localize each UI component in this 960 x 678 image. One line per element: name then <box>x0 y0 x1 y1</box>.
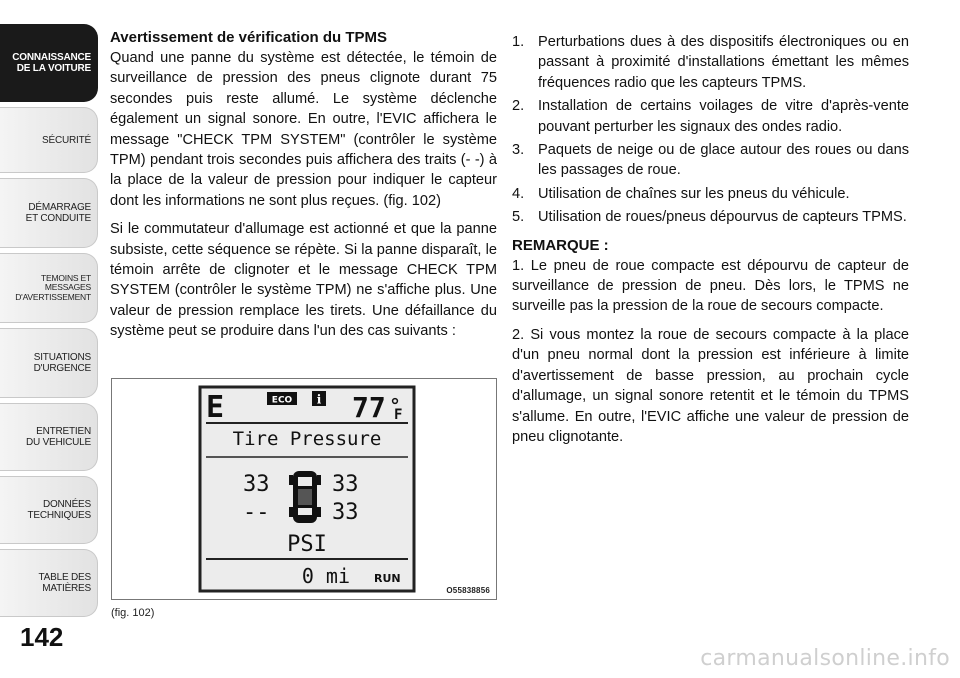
causes-list <box>512 32 909 228</box>
lcd-title: Tire Pressure <box>232 428 382 450</box>
list-item: 5. Utilisation de roues/pneus dépourvus de capteurs TPMS. <box>512 209 907 226</box>
list-item: 1. Perturbations dues à des dispositifs électroniques ou en passant à proximité d'installations émettant les mêmes fréquences radio que les capteurs TPMS. <box>512 34 909 91</box>
tab-securite[interactable]: SÉCURITÉ <box>0 107 98 173</box>
tab-entretien-vehicule[interactable]: ENTRETIEN DU VEHICULE <box>0 403 98 471</box>
list-item: 3. Paquets de neige ou de glace autour des roues ou dans les passages de roue. <box>512 142 909 179</box>
temperature-unit: F <box>394 407 403 423</box>
tab-donnees-techniques[interactable]: DONNÉES TECHNIQUES <box>0 476 98 544</box>
figure-evic-display <box>111 378 497 600</box>
tab-connaissance-voiture[interactable]: CONNAISSANCE DE LA VOITURE <box>0 24 98 102</box>
chapter-tabs <box>0 0 98 678</box>
car-top-view-icon <box>289 471 321 523</box>
tab-table-matieres[interactable]: TABLE DES MATIÈRES <box>0 549 98 617</box>
evic-screen <box>112 379 498 601</box>
pressure-front-right: 33 <box>332 472 359 497</box>
tab-situations-urgence[interactable]: SITUATIONS D'URGENCE <box>0 328 98 398</box>
left-column <box>110 28 497 342</box>
paragraph-repeat-sequence: Si le commutateur d'allumage est actionné et que la panne subsiste, cette séquence se répète. Si la panne disparaît, le témoin arrête de clignoter et le message CHECK TPM SYSTEM (contrôler le système TPM) ne s'affiche plus. Une valeur de pression remplace les tirets. Une défaillance du système peut se produire dans l'un des cas suivants : <box>110 221 497 340</box>
pressure-rear-right: 33 <box>332 500 359 525</box>
paragraph-tpms-failure: Quand une panne du système est détectée, le témoin de surveillance de pression des pneus clignote durant 75 secondes puis reste allumé. Le système déclenche également un signal sonore. En outre, l'EVIC affichera le message "CHECK TPM SYSTEM" (contrôler le système TPM) pendant trois secondes puis affichera des traits (- -) à la place de la valeur de pression pour indiquer le capteur dont les informations ne sont plus reçues. (fig. 102) <box>110 50 497 209</box>
page-number: 142 <box>20 622 64 652</box>
figure-code: O55838856 <box>446 586 490 595</box>
gear-indicator: E <box>206 390 225 425</box>
note-title: REMARQUE : <box>512 236 609 254</box>
note-spare-low-pressure: 2. Si vous montez la roue de secours compacte à la place d'un pneu normal dont la pression est inférieure à limite d'avertissement de basse pression, au prochain cycle d'allumage, un signal sonore retentit et le témoin du TPMS s'allume. En outre, l'EVIC affiche une valeur de pression de pneu clignotante. <box>512 326 909 445</box>
section-heading: Avertissement de vérification du TPMS <box>110 29 388 46</box>
note-compact-spare: 1. Le pneu de roue compacte est dépourvu de capteur de surveillance de pression de pneu. Dès lors, le TPMS ne surveille pas la pression de la roue de secours compacte. <box>512 257 909 315</box>
eco-label: ECO <box>271 395 293 406</box>
info-icon-glyph: i <box>316 392 322 407</box>
list-item: 4. Utilisation de chaînes sur les pneus du véhicule. <box>512 185 850 202</box>
odometer-value: 0 mi <box>301 564 350 588</box>
tab-demarrage-conduite[interactable]: DÉMARRAGE ET CONDUITE <box>0 178 98 248</box>
site-watermark: carmanualsonline.info <box>700 646 950 671</box>
pressure-unit: PSI <box>287 532 327 557</box>
right-column <box>512 32 909 447</box>
list-item: 2. Installation de certains voilages de vitre d'après-vente pouvant perturber les signaux des ondes radio. <box>512 98 909 135</box>
temperature-value: 77 <box>352 391 386 424</box>
pressure-rear-left: -- <box>243 500 270 525</box>
pressure-front-left: 33 <box>243 472 270 497</box>
figure-caption: (fig. 102) <box>111 607 155 619</box>
tab-temoins-messages[interactable]: TEMOINS ET MESSAGES D'AVERTISSEMENT <box>0 253 98 323</box>
run-indicator: RUN <box>374 572 401 585</box>
